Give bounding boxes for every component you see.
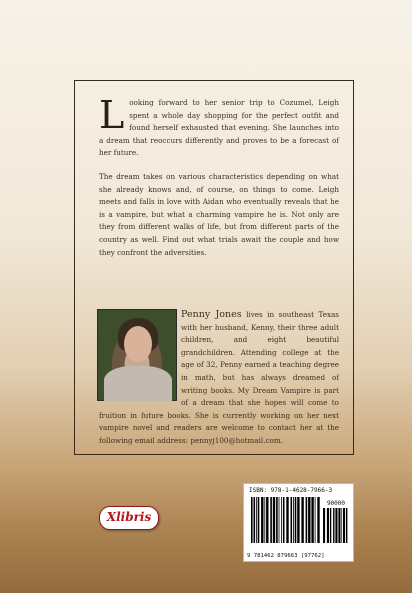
- isbn-label: ISBN: 978-1-4628-7966-3: [249, 487, 333, 494]
- barcode-bars: [249, 497, 349, 549]
- blurb-paragraph-2: The dream takes on various characteristics depending on what she already knows and, of course, on things to come. Leigh meets and falls in love with Aidan who eventually reveals that he is a vampire, but what a charming vampire he is. Not only are they from different walks of life, but from different parts of the country as well. Find out what trials await the couple and how they confront the adversities.: [99, 171, 339, 257]
- barcode-addon: 90000: [326, 500, 345, 507]
- isbn-barcode: [243, 483, 354, 562]
- blurb-paragraph-1-text: ooking forward to her senior trip to Cozumel, Leigh spent a whole day shopping for the perfect outfit and found herself exhausted that evening. She launches into a dream that reoccurs differently and proves to be a forecast of her future.: [99, 98, 339, 158]
- blurb-paragraph-1: [99, 93, 339, 160]
- author-bio-text: lives in southeast Texas with her husband, Kenny, their three adult children, and eight beautiful grandchildren. Attending college at the age of 32, Penny earned a teaching degree in math, but has always dreamed of writing books. My Dream Vampire is part of a dream that she hopes will come to fruition in future books. She is currently working on her next vampire novel and readers are welcome to contact her at the following email address: pennyj100@hotmail.com.: [99, 310, 339, 445]
- xlibris-logo: Xlibris: [99, 506, 159, 530]
- barcode-number: 9 781462 879663: [247, 553, 298, 559]
- barcode-code: [97762]: [300, 553, 325, 559]
- barcode-digits: [247, 553, 324, 559]
- author-name: Penny Jones: [181, 309, 242, 320]
- book-blurb: [99, 93, 339, 270]
- drop-cap: L: [99, 93, 125, 137]
- author-bio: [99, 309, 339, 448]
